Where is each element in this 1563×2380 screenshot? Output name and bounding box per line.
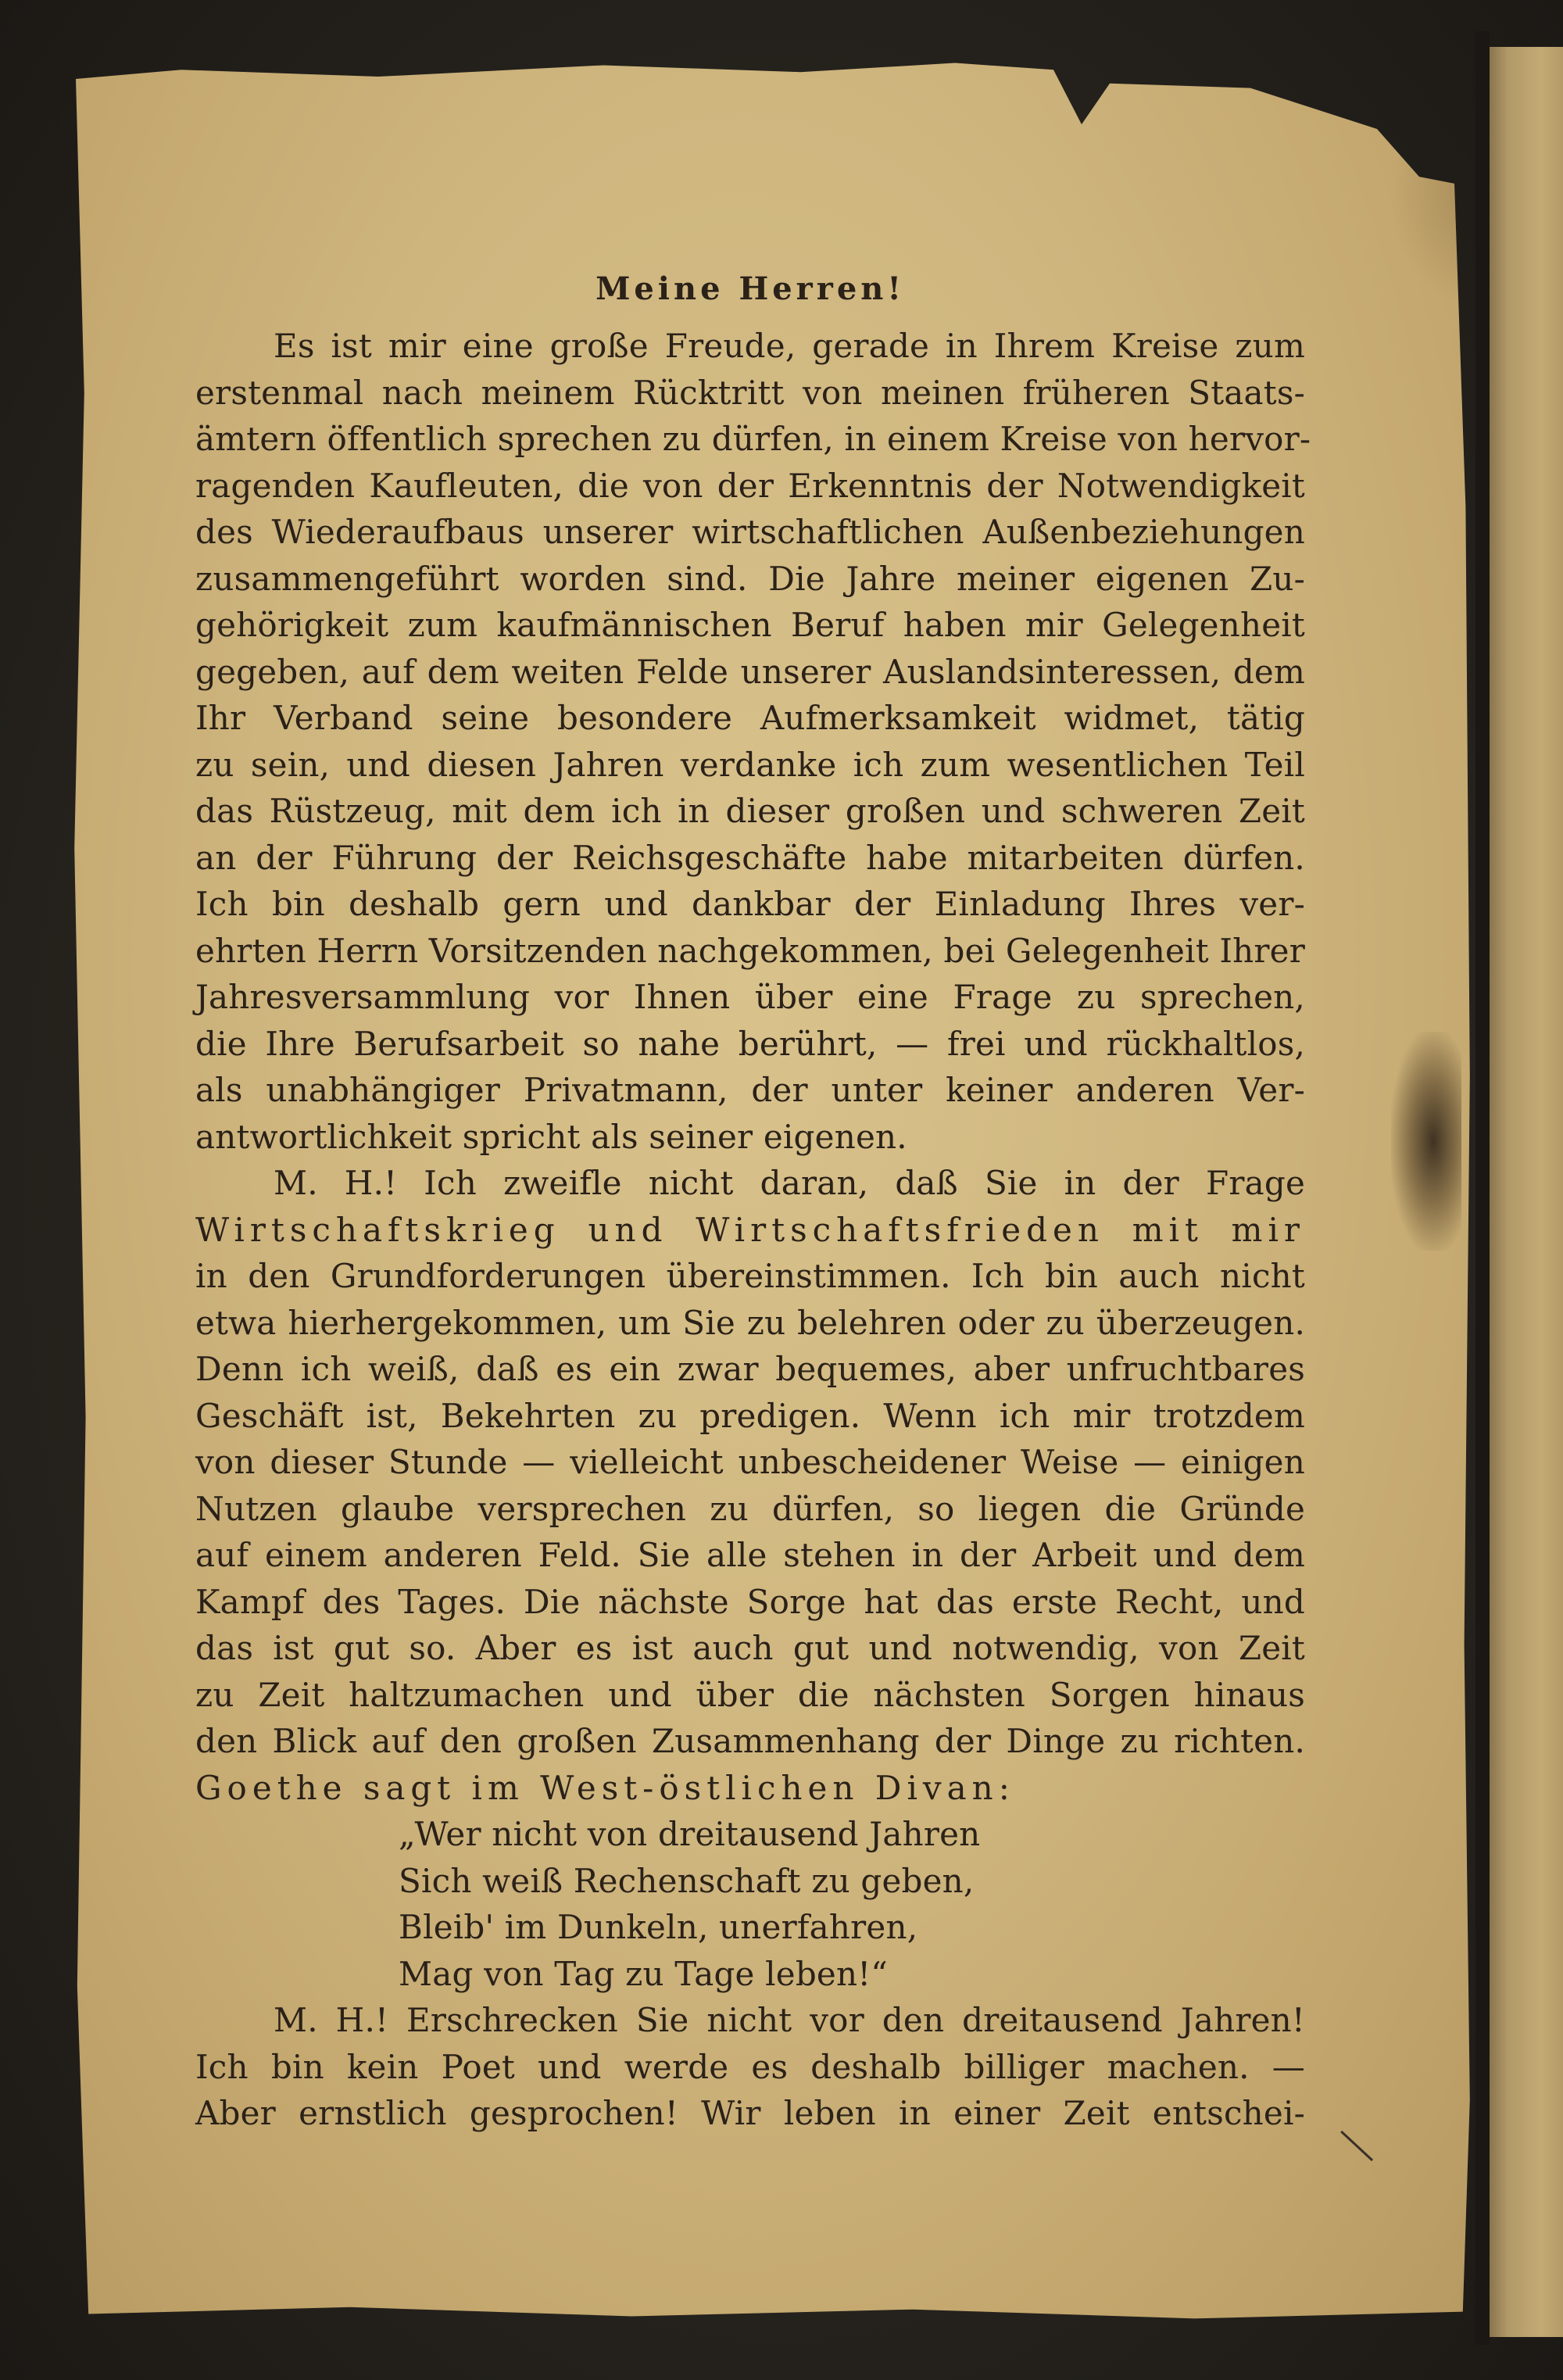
text-line: ämtern öffentlich sprechen zu dürfen, in einem Kreise von hervor- <box>195 420 1311 458</box>
text-line: erstenmal nach meinem Rücktritt von meinen früheren Staats- <box>195 373 1305 412</box>
text-line: M. H.! Ich zweifle nicht daran, daß Sie in der Frage <box>274 1164 1305 1202</box>
text-line: antwortlichkeit spricht als seiner eigenen. <box>195 1117 907 1156</box>
text-line: zu sein, und diesen Jahren verdanke ich zum wesentlichen Teil <box>195 745 1305 784</box>
text-line: ehrten Herrn Vorsitzenden nachgekommen, bei Gelegenheit Ihrer <box>195 931 1305 970</box>
text-line: als unabhängiger Privatmann, der unter keiner anderen Ver- <box>195 1071 1305 1109</box>
text-line: zu Zeit haltzumachen und über die nächsten Sorgen hinaus <box>195 1675 1305 1714</box>
text-line: Es ist mir eine große Freude, gerade in Ihrem Kreise zum <box>274 327 1305 365</box>
text-line: des Wiederaufbaus unserer wirtschaftlichen Außenbeziehungen <box>195 513 1305 551</box>
text-line: Ich bin deshalb gern und dankbar der Einladung Ihres ver- <box>195 885 1305 923</box>
text-line: die Ihre Berufsarbeit so nahe berührt, — frei und rückhaltlos, <box>195 1024 1305 1063</box>
text-line: M. H.! Erschrecken Sie nicht vor den dreitausend Jahren! <box>274 2001 1305 2039</box>
burn-stain <box>1391 1032 1461 1251</box>
text-line: Denn ich weiß, daß es ein zwar bequemes, aber unfruchtbares <box>195 1350 1305 1388</box>
text-line: Wirtschaftskrieg und Wirtschaftsfrieden mit mir <box>195 1210 1305 1249</box>
verse-line: Bleib' im Dunkeln, unerfahren, <box>399 1908 918 1946</box>
verse-line: „Wer nicht von dreitausend Jahren <box>399 1815 981 1853</box>
text-line: den Blick auf den großen Zusammenhang der Dinge zu richten. <box>195 1722 1305 1760</box>
text-line: das Rüstzeug, mit dem ich in dieser großen und schweren Zeit <box>195 792 1305 830</box>
text-line: Ich bin kein Poet und werde es deshalb billiger machen. — <box>195 2047 1305 2086</box>
text-line: gegeben, auf dem weiten Felde unserer Auslandsinteressen, dem <box>195 652 1305 691</box>
verse-line: Mag von Tag zu Tage leben!“ <box>399 1954 888 1993</box>
page-heading: Meine Herren! <box>596 270 905 307</box>
text-line: etwa hierhergekommen, um Sie zu belehren oder zu überzeugen. <box>195 1303 1305 1342</box>
text-line: gehörigkeit zum kaufmännischen Beruf haben mir Gelegenheit <box>195 606 1305 644</box>
verse-line: Sich weiß Rechenschaft zu geben, <box>399 1861 975 1900</box>
text-line: Geschäft ist, Bekehrten zu predigen. Wenn ich mir trotzdem <box>195 1396 1305 1435</box>
text-line: Aber ernstlich gesprochen! Wir leben in einer Zeit entschei- <box>195 2094 1305 2132</box>
text-line: Kampf des Tages. Die nächste Sorge hat das erste Recht, und <box>195 1582 1305 1621</box>
text-line: zusammengeführt worden sind. Die Jahre meiner eigenen Zu- <box>195 559 1305 598</box>
text-line: in den Grundforderungen übereinstimmen. Ich bin auch nicht <box>195 1257 1305 1295</box>
text-line: Nutzen glaube versprechen zu dürfen, so liegen die Gründe <box>195 1489 1305 1528</box>
text-line: ragenden Kaufleuten, die von der Erkenntnis der Notwendigkeit <box>195 466 1305 505</box>
text-line: das ist gut so. Aber es ist auch gut und notwendig, von Zeit <box>195 1629 1305 1667</box>
text-line: auf einem anderen Feld. Sie alle stehen in der Arbeit und dem <box>195 1536 1305 1574</box>
text-line: Ihr Verband seine besondere Aufmerksamkeit widmet, tätig <box>195 699 1305 737</box>
book-binding-gap <box>1475 31 1490 2345</box>
adjacent-page-edge <box>1490 47 1563 2337</box>
text-line: an der Führung der Reichsgeschäfte habe mitarbeiten dürfen. <box>195 838 1305 877</box>
text-line: Goethe sagt im West-östlichen Divan: <box>195 1768 1015 1807</box>
text-line: von dieser Stunde — vielleicht unbescheidener Weise — einigen <box>195 1443 1305 1481</box>
page-text <box>195 270 1311 2137</box>
text-line: Jahresversammlung vor Ihnen über eine Frage zu sprechen, <box>195 978 1305 1016</box>
